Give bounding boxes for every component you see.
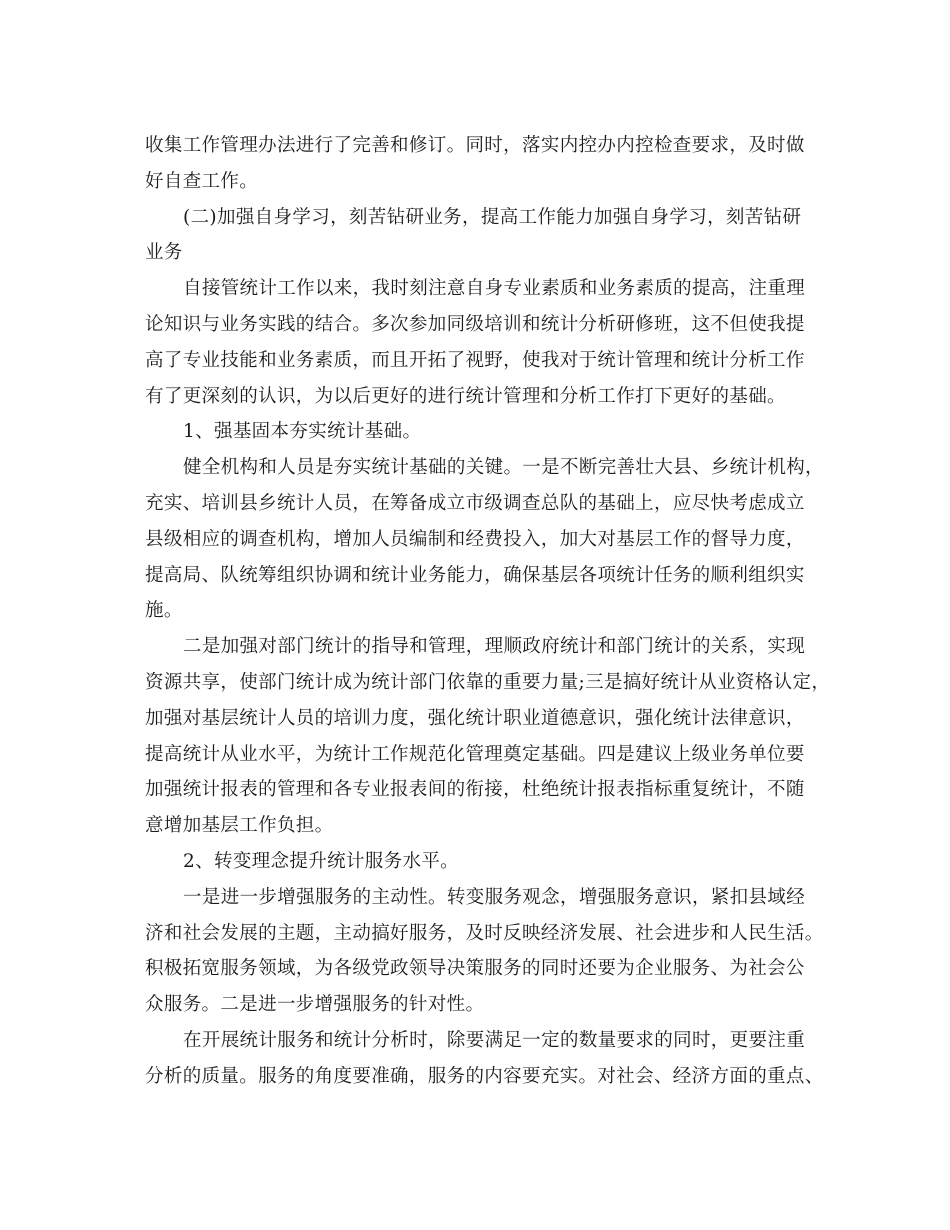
- text-line: 众服务。二是进一步增强服务的针对性。: [145, 994, 485, 1016]
- document-body: [145, 128, 831, 1095]
- text-line: 充实、培训县乡统计人员，在筹备成立市级调查总队的基础上，应尽快考虑成立: [145, 492, 805, 514]
- text-line: 施。: [145, 600, 183, 622]
- text-line: 有了更深刻的认识，为以后更好的进行统计管理和分析工作打下更好的基础。: [145, 385, 786, 407]
- text-line: 1、强基固本夯实统计基础。: [183, 421, 422, 443]
- text-line: 分析的质量。服务的角度要准确，服务的内容要充实。对社会、经济方面的重点、: [145, 1065, 824, 1087]
- text-line: 自接管统计工作以来，我时刻注意自身专业素质和业务素质的提高，注重理: [183, 278, 806, 300]
- text-line: 提高统计从业水平，为统计工作规范化管理奠定基础。四是建议上级业务单位要: [145, 743, 805, 765]
- text-line: 一是进一步增强服务的主动性。转变服务观念，增强服务意识，紧扣县域经: [183, 886, 806, 908]
- text-line: 积极拓宽服务领域，为各级党政领导决策服务的同时还要为企业服务、为社会公: [145, 958, 805, 980]
- text-line: 二是加强对部门统计的指导和管理，理顺政府统计和部门统计的关系，实现: [183, 636, 806, 658]
- text-line: 业务: [145, 242, 183, 264]
- text-line: 提高局、队统筹组织协调和统计业务能力，确保基层各项统计任务的顺利组织实: [145, 564, 805, 586]
- text-line: 在开展统计服务和统计分析时，除要满足一定的数量要求的同时，更要注重: [183, 1029, 806, 1051]
- text-line: 高了专业技能和业务素质，而且开拓了视野，使我对于统计管理和统计分析工作: [145, 349, 805, 371]
- text-line: 收集工作管理办法进行了完善和修订。同时，落实内控办内控检查要求，及时做: [145, 135, 805, 156]
- text-line: 好自查工作。: [145, 170, 259, 192]
- text-line: 健全机构和人员是夯实统计基础的关键。一是不断完善壮大县、乡统计机构，: [183, 457, 824, 479]
- text-line: 县级相应的调查机构，增加人员编制和经费投入，加大对基层工作的督导力度，: [145, 528, 805, 550]
- text-line: 加强统计报表的管理和各专业报表间的衔接，杜绝统计报表指标重复统计，不随: [145, 779, 805, 801]
- text-line: 论知识与业务实践的结合。多次参加同级培训和统计分析研修班，这不但使我提: [145, 313, 805, 335]
- text-line: (二)加强自身学习，刻苦钻研业务，提高工作能力加强自身学习，刻苦钻研: [183, 206, 802, 228]
- text-line: 2、转变理念提升统计服务水平。: [183, 850, 460, 872]
- text-line: 意增加基层工作负担。: [145, 815, 334, 837]
- text-line: 加强对基层统计人员的培训力度，强化统计职业道德意识，强化统计法律意识，: [145, 707, 805, 729]
- text-line: 资源共享，使部门统计成为统计部门依靠的重要力量;三是搞好统计从业资格认定，: [145, 671, 831, 693]
- text-line: 济和社会发展的主题，主动搞好服务，及时反映经济发展、社会进步和人民生活。: [145, 922, 824, 944]
